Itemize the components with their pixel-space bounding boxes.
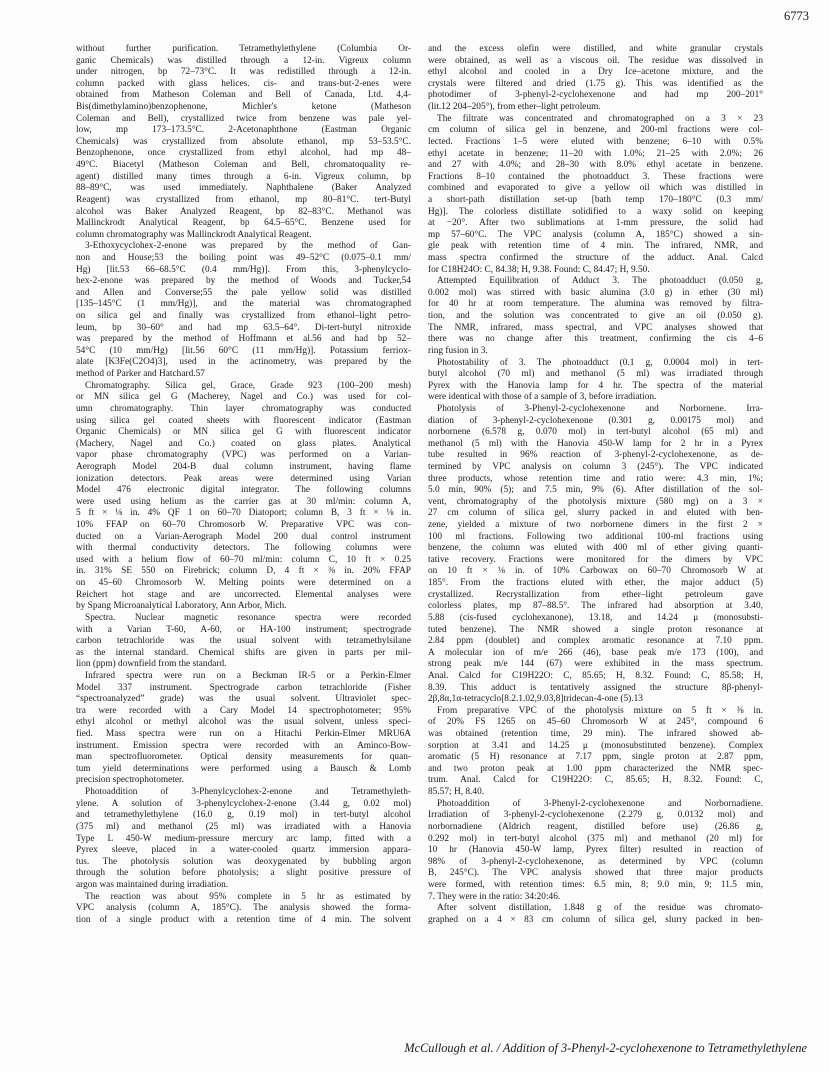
text-line: Photoaddition of 3-Phenyl-2-cyclohexenone and Norbornadiene. <box>437 798 763 809</box>
text-line: VPC analysis (column A, 185°C). The analysis showed the forma- <box>76 903 411 914</box>
text-line: ducted on a Varian-Aerograph Model 200 dual control instrument <box>76 531 411 542</box>
text-line: 7. They were in the ratio: 34:20:46. <box>428 891 561 902</box>
text-line: were formed, with retention times: 6.5 min, 8; 9.0 min, 9; 11.5 min, <box>428 879 763 890</box>
text-line: ethyl acetate in benzene; 11–20 with 1.0%; 21–25 with 2.0%; 26 <box>428 148 763 159</box>
text-line: Organic Chemicals) or MN silica gel G with fluorescent indicator <box>76 427 411 438</box>
text-line: leum, bp 30–60° and had mp 63.5–64°. Di-tert-butyl nitroxide <box>76 322 411 333</box>
text-line: Pyrex with the Hanovia lamp for 4 hr. The spectra of the material <box>428 380 763 391</box>
text-line: tion, and the solution was concentrated to give an oil (0.050 g). <box>428 311 763 322</box>
text-line: ethyl alcohol or methyl alcohol was the usual solvent, unless speci- <box>76 717 411 728</box>
text-line: (lit.12 204–205°), from ether–light petroleum. <box>428 102 601 113</box>
text-line: vent, chromatography of the photolysis mixture (580 mg) on a 3 × <box>428 496 763 507</box>
text-line: methanol (5 ml) with the Hanovia 450-W lamp for 2 hr in a Pyrex <box>428 438 763 449</box>
text-line: hex-2-enone was prepared by the method of Woods and Tucker,54 <box>76 276 411 287</box>
text-line: (Machery, Nagel and Co.) coated on glass plates. Analytical <box>76 438 411 449</box>
text-line: and Allen and Converse;55 the pale yellow solid was distilled <box>76 287 411 298</box>
text-line: 0.002 mol) was stirred with basic alumina (3.0 g) in ether (30 ml) <box>428 287 763 298</box>
text-line: carbon tetrachloride was the usual solvent with tetramethylsilane <box>76 636 411 647</box>
text-line: alcohol was Baker Analyzed Reagent, bp 82–83°C. Methanol was <box>76 206 411 217</box>
text-line: 27 cm column of silica gel, slurry packed in and eluted with ben- <box>428 508 763 519</box>
text-line: on 10 ft × ⅛ in. of 10% Carbowax on 60–70 Chromosorb W at <box>428 566 763 577</box>
text-line: argon was maintained during irradiation. <box>76 879 229 890</box>
text-line: norbornadiene (Aldrich reagent, distilled before use) (26.86 g, <box>428 821 763 832</box>
text-line: Spectra. Nuclear magnetic resonance spectra were recorded <box>85 612 411 623</box>
text-line: was obtained (retention time, 29 min). The infrared showed ab- <box>428 729 763 740</box>
text-line: on 45–60 Chromosorb W. Melting points were determined on a <box>76 578 411 589</box>
text-line: for C18H24O: C, 84.38; H, 9.38. Found: C, 84.47; H, 9.50. <box>428 264 650 275</box>
text-line: 8.39. This adduct is tentatively assigned the structure 8β-phenyl- <box>428 682 763 693</box>
text-line: strong peak m/e 144 (67) were exhibited in the mass spectrum. <box>428 659 763 670</box>
text-line: tra were recorded with a Cary Model 14 spectrophotometer; 95% <box>76 705 411 716</box>
text-line: column chromatography was Mallinckrodt Analytical Reagent. <box>76 229 312 240</box>
text-line: ylene. A solution of 3-phenylcyclohex-2-enone (3.44 g, 0.02 mol) <box>76 798 411 809</box>
text-line: Type L 450-W medium-pressure mercury arc lamp, fitted with a <box>76 833 411 844</box>
text-line: at −20°. After two sublimations at 1-mm pressure, the solid had <box>428 218 763 229</box>
text-line: crystals were filtered and dried (1.75 g). This was identified as the <box>428 78 763 89</box>
text-line: man spectrofluorometer. Optical density measurements for quan- <box>76 752 411 763</box>
text-line: precision spectrophotometer. <box>76 775 184 786</box>
text-line: 49°C. Biacetyl (Matheson Coleman and Bell, chromatoquality re- <box>76 160 411 171</box>
text-line: Hg) [lit.53 66–68.5°C (0.4 mm/Hg)]. From this, 3-phenylcyclo- <box>76 264 411 275</box>
text-line: (375 ml) and methanol (25 ml) was irradiated with a Hanovia <box>76 821 411 832</box>
text-line: using silica gel coated sheets with fluorescent indicator (Eastman <box>76 415 411 426</box>
text-line: with a Varian T-60, A-60, or HA-100 instrument; spectrograde <box>76 624 411 635</box>
text-line: Irradiation of 3-phenyl-2-cyclohexenone (2.279 g, 0.0132 mol) and <box>428 810 763 821</box>
text-line: were used using helium as the carrier gas at 30 ml/min: column A, <box>76 496 411 507</box>
text-line: of 20% FS 1265 on 45–60 Chromosorb W at 245°, compound 6 <box>428 717 763 728</box>
text-line: From preparative VPC of the photolysis mixture on 5 ft × ⅜ in. <box>437 705 763 716</box>
text-line: tum yield determinations were performed using a Bausch & Lomb <box>76 763 411 774</box>
text-line: were obtained, as well as a viscous oil. The residue was dissolved in <box>428 55 763 66</box>
text-line: alate [K3Fe(C2O4)3], used in the actinometry, was prepared by the <box>76 357 411 368</box>
text-line: ring fusion in 3. <box>428 345 488 356</box>
text-line: ethyl alcohol and cooled in a Dry Ice–acetone mixture, and the <box>428 67 763 78</box>
text-line: three products, whose retention time and ratio were: 4.3 min, 1%; <box>428 473 763 484</box>
text-line: Mallinckrodt Analytical Reagent, bp 64.5–65°C. Benzene used for <box>76 218 411 229</box>
text-line: and 27 with 4.0%; and 28–30 with 8.0% ethyl acetate in benzene. <box>428 160 763 171</box>
text-line: Model 476 electronic digital integrator. The following columns <box>76 485 411 496</box>
text-line: 5.0 min, 90% (5); and 7.5 min, 9% (6). After distillation of the sol- <box>428 485 763 496</box>
text-line: tus. The photolysis solution was deoxygenated by bubbling argon <box>76 856 411 867</box>
text-line: benzene, the column was eluted with 400 ml of ether giving quanti- <box>428 543 763 554</box>
text-line: tube resulted in 96% reaction of 3-phenyl-2-cyclohexenone, as de- <box>428 450 763 461</box>
text-line: The filtrate was concentrated and chromatographed on a 3 × 23 <box>437 113 763 124</box>
running-footer: McCullough et al. / Addition of 3-Phenyl-2-cyclohexenone to Tetramethylethylene <box>404 1041 807 1055</box>
text-line: colorless plates, mp 87–88.5°. The infrared had absorption at 3.40, <box>428 601 763 612</box>
text-line: 5.88 (cis-fused cyclohexanone), 13.18, and 14.24 μ (monosubsti- <box>428 612 763 623</box>
text-line: 0.292 mol) in tert-butyl alcohol (375 ml) and methanol (20 ml) for <box>428 833 763 844</box>
text-line: 185°. From the fractions eluted with ether, the major adduct (5) <box>428 578 763 589</box>
text-line: by Spang Microanalytical Laboratory, Ann Arbor, Mich. <box>76 601 287 612</box>
text-line: 2.84 ppm (doublet) and complex aromatic resonance at 7.10 ppm. <box>428 636 763 647</box>
text-line: Bis(dimethylamino)benzophenone, Michler's ketone (Matheson <box>76 102 411 113</box>
text-line: Model 337 instrument. Spectrograde carbon tetrachloride (Fisher <box>76 682 411 693</box>
text-line: termined by VPC analysis on column 3 (245°). The VPC indicated <box>428 462 763 472</box>
text-line: 10% FFAP on 60–70 Chromosorb W. Preparative VPC was con- <box>76 520 411 531</box>
text-line: vapor phase chromatography (VPC) was performed on a Varian- <box>76 450 411 461</box>
text-line: through the solution before photolysis; a slight positive pressure of <box>76 868 411 879</box>
text-line: Hg)]. The colorless distillate solidified to a waxy solid on keeping <box>428 206 763 217</box>
text-line: mp 57–60°C. The VPC analysis (column A, 185°C) showed a sin- <box>428 229 763 240</box>
text-line: zene, yielded a mixture of two norbornene dimers in the first 2 × <box>428 520 763 531</box>
text-line: tuted benzene). The NMR showed a single proton resonance at <box>428 624 763 635</box>
text-line: 5 ft × ⅛ in. 4% QF 1 on 60–70 Diatoport; column B, 3 ft × ⅛ in. <box>76 508 411 519</box>
text-line: A molecular ion of m/e 266 (46), base peak m/e 173 (100), and <box>428 647 763 658</box>
text-line: in. 31% SE 550 on Firebrick; column D, 4 ft × ⅜ in. 20% FFAP <box>76 566 411 577</box>
text-line: gle peak with retention time of 4 min. The infrared, NMR, and <box>428 241 763 252</box>
text-line: 98% of 3-phenyl-2-cyclohexenone, as determined by VPC (column <box>428 856 763 867</box>
text-line: non and House;53 the boiling point was 49–52°C (0.075–0.1 mm/ <box>76 252 411 263</box>
text-line: butyl alcohol (70 ml) and methanol (5 ml) was irradiated through <box>428 369 763 380</box>
text-line: a short-path distillation set-up [bath temp 170–180°C (0.3 mm/ <box>428 194 763 205</box>
text-line: as the internal standard. Chemical shifts are given in parts per mil- <box>76 647 411 658</box>
text-line: fied. Mass spectra were run on a Hitachi Perkin-Elmer MRU6A <box>76 729 411 740</box>
text-line: [135–145°C (1 mm/Hg)], and the material was chromatographed <box>76 299 411 310</box>
text-line: Fractions 8–10 contained the photoadduct 3. These fractions were <box>428 171 763 182</box>
text-line: Chromatography. Silica gel, Grace, Grade 923 (100–200 mesh) <box>85 380 411 391</box>
text-line: used with a helium flow of 60–70 ml/min: column C, 10 ft × 0.25 <box>76 554 411 565</box>
text-line: Reichert hot stage and are uncorrected. Elemental analyses were <box>76 589 411 600</box>
text-line: were identical with those of a sample of 3, before irradiation. <box>428 392 657 403</box>
text-line: method of Parker and Hatchard.57 <box>76 369 205 380</box>
text-line: 85.57; H, 8.40. <box>428 787 485 798</box>
text-line: umn chromatography. Thin layer chromatography was conducted <box>76 403 411 414</box>
text-line: Benzophenone, once crystallized from ethyl alcohol, had mp 48– <box>76 148 411 159</box>
text-line: was prepared by the method of Hoffmann et al.56 and had bp 52– <box>76 334 411 345</box>
text-line: After solvent distillation, 1.848 g of the residue was chromato- <box>437 903 763 914</box>
text-line: and tetramethylethylene (16.0 g, 0.19 mol) in tert-butyl alcohol <box>76 810 411 821</box>
text-line: obtained from Matheson Coleman and Bell of Canada, Ltd. 4,4- <box>76 90 411 101</box>
text-line: for 40 hr at room temperature. The alumina was removed by filtra- <box>428 299 763 310</box>
text-line: ganic Chemicals) was distilled through a 12-in. Vigreux column <box>76 55 411 66</box>
text-line: agent) distilled many times through a 6-in. Vigreux column, bp <box>76 171 411 182</box>
text-line: instrument. Emission spectra were recorded with an Aminco-Bow- <box>76 740 411 751</box>
text-line: Infrared spectra were run on a Beckman IR-5 or a Perkin-Elmer <box>85 670 411 681</box>
text-line: 10 hr (Hanovia 450-W lamp, Pyrex filter) resulted in reaction of <box>428 845 763 856</box>
text-line: 54°C (10 mm/Hg) [lit.56 60°C (11 mm/Hg)]. Potassium ferriox- <box>76 345 411 356</box>
right-text-column <box>428 44 763 926</box>
text-line: Coleman and Bell), crystallized twice from benzene was pale yel- <box>76 113 411 124</box>
text-line: with thermal conductivity detectors. The following columns were <box>76 543 411 554</box>
text-line: low, mp 173–173.5°C. 2-Acetonaphthone (Eastman Organic <box>76 125 411 136</box>
text-line: sorption at 3.41 and 14.25 μ (monosubstituted benzene). Complex <box>428 740 763 751</box>
text-line: column packed with glass helices. cis- and trans-but-2-enes were <box>76 78 411 89</box>
text-line: photodimer of 3-phenyl-2-cyclohexenone and had mp 200–201° <box>428 90 763 101</box>
text-line: 88–89°C, was used immediately. Naphthalene (Baker Analyzed <box>76 183 411 194</box>
text-line: 100 ml fractions. Following two additional 100-ml fractions using <box>428 531 763 542</box>
text-line: Anal. Calcd for C19H22O: C, 85.65; H, 8.32. Found: C, 85.58; H, <box>428 670 763 681</box>
text-line: diation of 3-phenyl-2-cyclohexenone (0.301 g, 0.00175 mol) and <box>428 415 763 426</box>
text-line: B, 245°C). The VPC analysis showed that three major products <box>428 868 763 879</box>
text-line: and two proton peak at 1.00 ppm characterized the NMR spec- <box>428 763 763 774</box>
text-line: tative recovery. Fractions were monitored for the dimers by VPC <box>428 554 763 565</box>
text-line: lected. Fractions 1–5 were eluted with benzene; 6–10 with 0.5% <box>428 136 763 147</box>
left-text-column <box>76 44 411 926</box>
text-line: under nitrogen, bp 72–73°C. It was redistilled through a 12-in. <box>76 67 411 78</box>
page-number: 6773 <box>784 9 809 23</box>
text-line: Photoaddition of 3-Phenylcyclohex-2-enone and Tetramethyleth- <box>85 787 411 798</box>
text-line: Attempted Equilibration of Adduct 3. The photoadduct (0.050 g, <box>437 276 763 287</box>
text-line: graphed on a 4 × 83 cm column of silica gel, slurry packed in ben- <box>428 914 763 925</box>
text-line: norbornene (6.578 g, 0.070 mol) in tert-butyl alcohol (65 ml) and <box>428 427 763 438</box>
text-line: Photolysis of 3-Phenyl-2-cyclohexenone and Norbornene. Irra- <box>437 403 763 414</box>
text-line: Reagent) was crystallized from ethanol, mp 80–81°C. tert-Butyl <box>76 194 411 205</box>
text-line: crystallized. Recrystallization from ether–light petroleum gave <box>428 589 763 600</box>
text-line: 3-Ethoxycyclohex-2-enone was prepared by the method of Gan- <box>85 241 411 252</box>
text-line: and the excess olefin were distilled, and white granular crystals <box>428 44 763 54</box>
text-line: lion (ppm) downfield from the standard. <box>76 659 227 670</box>
text-line: “spectroanalyzed” grade) was the usual solvent. Ultraviolet spec- <box>76 694 411 705</box>
text-line: combined and evaporated to give a yellow oil which was distilled in <box>428 183 763 194</box>
text-line: The reaction was about 95% complete in 5 hr as estimated by <box>85 891 411 902</box>
text-line: tion of a single product with a retention time of 4 min. The solvent <box>76 914 411 925</box>
text-line: Aerograph Model 204-B dual column instrument, having flame <box>76 461 411 472</box>
text-line: without further purification. Tetramethylethylene (Columbia Or- <box>76 44 411 54</box>
text-line: 2β,8α,1α-tetracyclo[8.2.1.02,9.03,8]tridecan-4-one (5).13 <box>428 694 643 705</box>
text-line: there was no change after this treatment, confirming the cis 4–6 <box>428 334 763 345</box>
text-line: The NMR, infrared, mass spectral, and VPC analyses showed that <box>428 322 763 333</box>
text-line: on silica gel and finally was crystallized from ethanol–light petro- <box>76 311 411 322</box>
text-line: Chemicals) was crystallized from absolute ethanol, mp 53–53.5°C. <box>76 136 411 147</box>
text-line: Photostability of 3. The photoadduct (0.1 g, 0.0004 mol) in tert- <box>437 357 763 368</box>
text-line: cm column of silica gel in benzene, and 200-ml fractions were col- <box>428 125 763 136</box>
text-line: or MN silica gel G (Macherey, Nagel and Co.) was used for col- <box>76 392 411 403</box>
text-line: mass spectra confirmed the structure of the adduct. Anal. Calcd <box>428 252 763 263</box>
text-line: aromatic (5 H) resonance at 7.17 ppm, single proton at 2.87 ppm, <box>428 752 763 763</box>
text-line: Pyrex sleeve, placed in a water-cooled quartz immersion appara- <box>76 845 411 856</box>
text-line: ionization detectors. Peak areas were determined using Varian <box>76 473 411 484</box>
text-line: trum. Anal. Calcd for C19H22O: C, 85.65; H, 8.32. Found: C, <box>428 775 763 786</box>
